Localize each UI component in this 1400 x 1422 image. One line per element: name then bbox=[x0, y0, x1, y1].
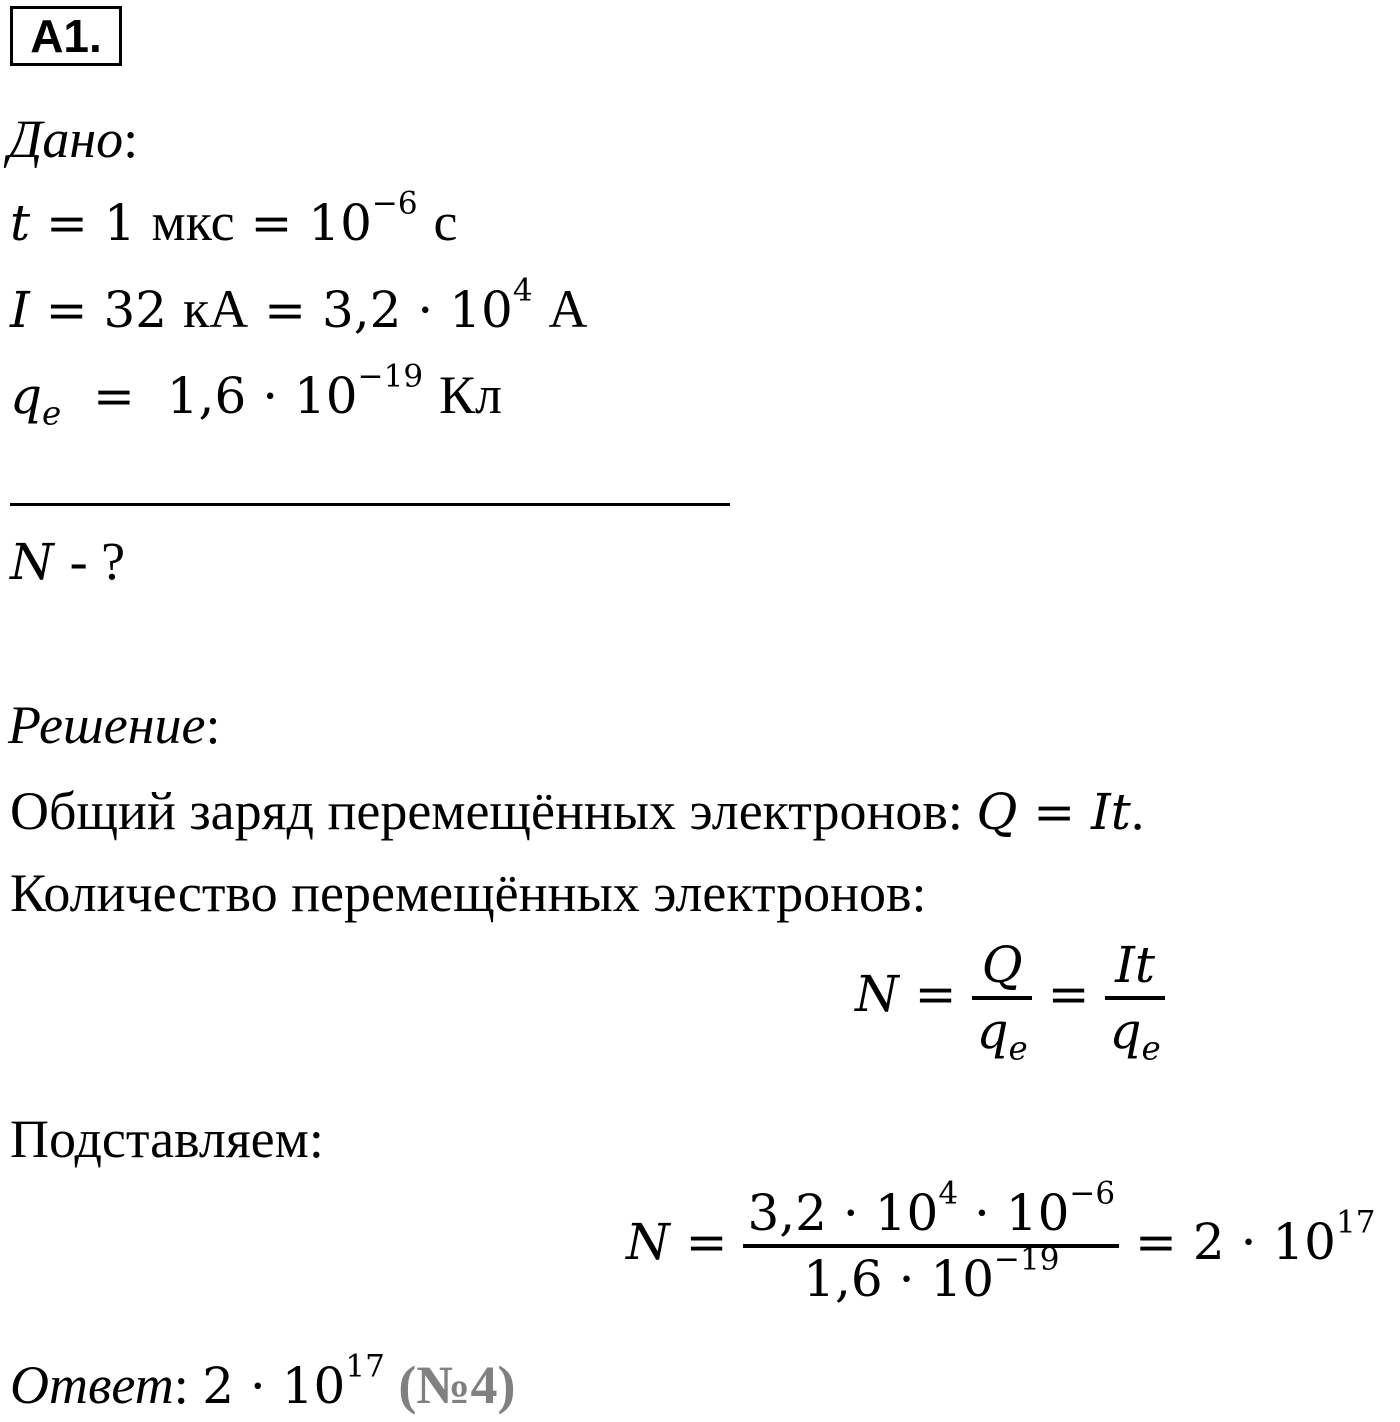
power-exponent: 4 bbox=[512, 272, 533, 309]
multiply-dot: · bbox=[1240, 1213, 1257, 1271]
given-current bbox=[10, 272, 588, 339]
charge-subscript: e bbox=[1141, 1029, 1161, 1068]
power-base: 10 bbox=[281, 1357, 346, 1415]
result-mantissa: 2 bbox=[202, 1357, 235, 1415]
fraction-numeric bbox=[743, 1175, 1119, 1308]
equals-sign: = bbox=[1047, 965, 1090, 1023]
task-badge: A1. bbox=[10, 6, 122, 66]
given-time bbox=[10, 185, 458, 252]
solution-heading-colon: : bbox=[205, 695, 221, 755]
time-unit: мкс bbox=[151, 192, 235, 252]
multiply-dot: · bbox=[417, 281, 434, 339]
fraction-q-over-qe bbox=[972, 936, 1031, 1068]
multiply-dot: · bbox=[249, 1357, 266, 1415]
charge-symbol: q bbox=[1109, 1002, 1142, 1060]
fraction-numerator: It bbox=[1115, 936, 1155, 994]
formula-ratio bbox=[855, 936, 1165, 1068]
given-divider bbox=[10, 503, 730, 506]
given-charge bbox=[10, 358, 502, 433]
answer-label: Ответ bbox=[10, 1355, 174, 1415]
power-base: 10 bbox=[294, 367, 358, 425]
answer-colon: : bbox=[173, 1355, 189, 1415]
solution-heading-label: Решение bbox=[8, 695, 206, 755]
formula-lhs: N bbox=[855, 965, 899, 1023]
power-exponent: 4 bbox=[938, 1175, 959, 1212]
charge-subscript: e bbox=[1008, 1029, 1028, 1068]
answer-line bbox=[10, 1348, 516, 1415]
mantissa: 3,2 bbox=[321, 281, 402, 339]
current-value: 32 bbox=[103, 281, 168, 339]
multiply-dot: · bbox=[842, 1184, 859, 1242]
fraction-denominator bbox=[799, 1241, 1063, 1308]
solution-line-3: Подставляем: bbox=[10, 1109, 324, 1169]
formula-substitution bbox=[626, 1175, 1376, 1308]
period: . bbox=[1130, 781, 1145, 841]
power-exponent: −6 bbox=[371, 185, 418, 222]
multiply-dot: · bbox=[262, 367, 279, 425]
charge-unit: Кл bbox=[438, 365, 502, 425]
equals-sign: = bbox=[250, 194, 293, 252]
power-base: 10 bbox=[930, 1250, 995, 1308]
fraction-numerator: Q bbox=[981, 936, 1023, 994]
multiply-dot: · bbox=[973, 1184, 990, 1242]
time-symbol: t bbox=[10, 194, 31, 252]
current-symbol: I bbox=[10, 281, 30, 339]
find-symbol: N bbox=[10, 533, 54, 591]
power-base: 10 bbox=[308, 194, 372, 252]
equals-sign: = bbox=[46, 194, 88, 252]
find-line bbox=[10, 531, 126, 591]
equals-sign: = bbox=[914, 965, 957, 1023]
mantissa: 1,6 bbox=[166, 367, 247, 425]
power-base: 10 bbox=[874, 1184, 939, 1242]
given-heading bbox=[8, 109, 139, 169]
equals-sign: = bbox=[1135, 1213, 1177, 1271]
fraction-it-over-qe bbox=[1105, 936, 1164, 1068]
time-value: 1 bbox=[103, 194, 136, 252]
power-base: 10 bbox=[1005, 1184, 1070, 1242]
charge-subscript: e bbox=[42, 394, 62, 433]
formula-lhs: N bbox=[626, 1213, 670, 1271]
multiply-dot: · bbox=[898, 1250, 915, 1308]
mantissa: 3,2 bbox=[747, 1184, 827, 1242]
power-base: 10 bbox=[1272, 1213, 1336, 1271]
solution-line-2: Количество перемещённых электронов: bbox=[10, 863, 927, 923]
given-heading-colon: : bbox=[123, 109, 139, 169]
result-mantissa: 2 bbox=[1192, 1213, 1225, 1271]
current-unit: кА bbox=[183, 279, 249, 339]
power-base: 10 bbox=[449, 281, 513, 339]
fraction-numerator bbox=[743, 1175, 1119, 1244]
power-exponent: 17 bbox=[1336, 1204, 1376, 1241]
find-text: - ? bbox=[69, 531, 126, 591]
time-si-unit: с bbox=[433, 192, 458, 252]
solution-heading bbox=[8, 695, 221, 755]
solution-line-1 bbox=[10, 781, 1145, 841]
equals-sign: = bbox=[264, 281, 307, 339]
equals-sign: = bbox=[93, 367, 135, 425]
fraction-denominator bbox=[1105, 1000, 1164, 1068]
power-exponent: −6 bbox=[1069, 1175, 1116, 1212]
charge-symbol: q bbox=[976, 1002, 1009, 1060]
fraction-denominator bbox=[972, 1000, 1031, 1068]
answer-value bbox=[202, 1348, 385, 1415]
power-exponent: −19 bbox=[994, 1241, 1060, 1278]
equals-sign: = bbox=[685, 1213, 728, 1271]
given-heading-label: Дано bbox=[8, 109, 124, 169]
mantissa: 1,6 bbox=[803, 1250, 883, 1308]
answer-reference: (№4) bbox=[398, 1355, 516, 1415]
equals-sign: = bbox=[45, 281, 88, 339]
power-exponent: −19 bbox=[357, 358, 424, 395]
power-exponent: 17 bbox=[345, 1348, 385, 1385]
solution-line-1-text: Общий заряд перемещённых электронов: bbox=[10, 781, 963, 841]
charge-symbol: q bbox=[10, 367, 43, 425]
charge-formula: Q = It bbox=[976, 783, 1131, 841]
current-si-unit: А bbox=[548, 279, 588, 339]
